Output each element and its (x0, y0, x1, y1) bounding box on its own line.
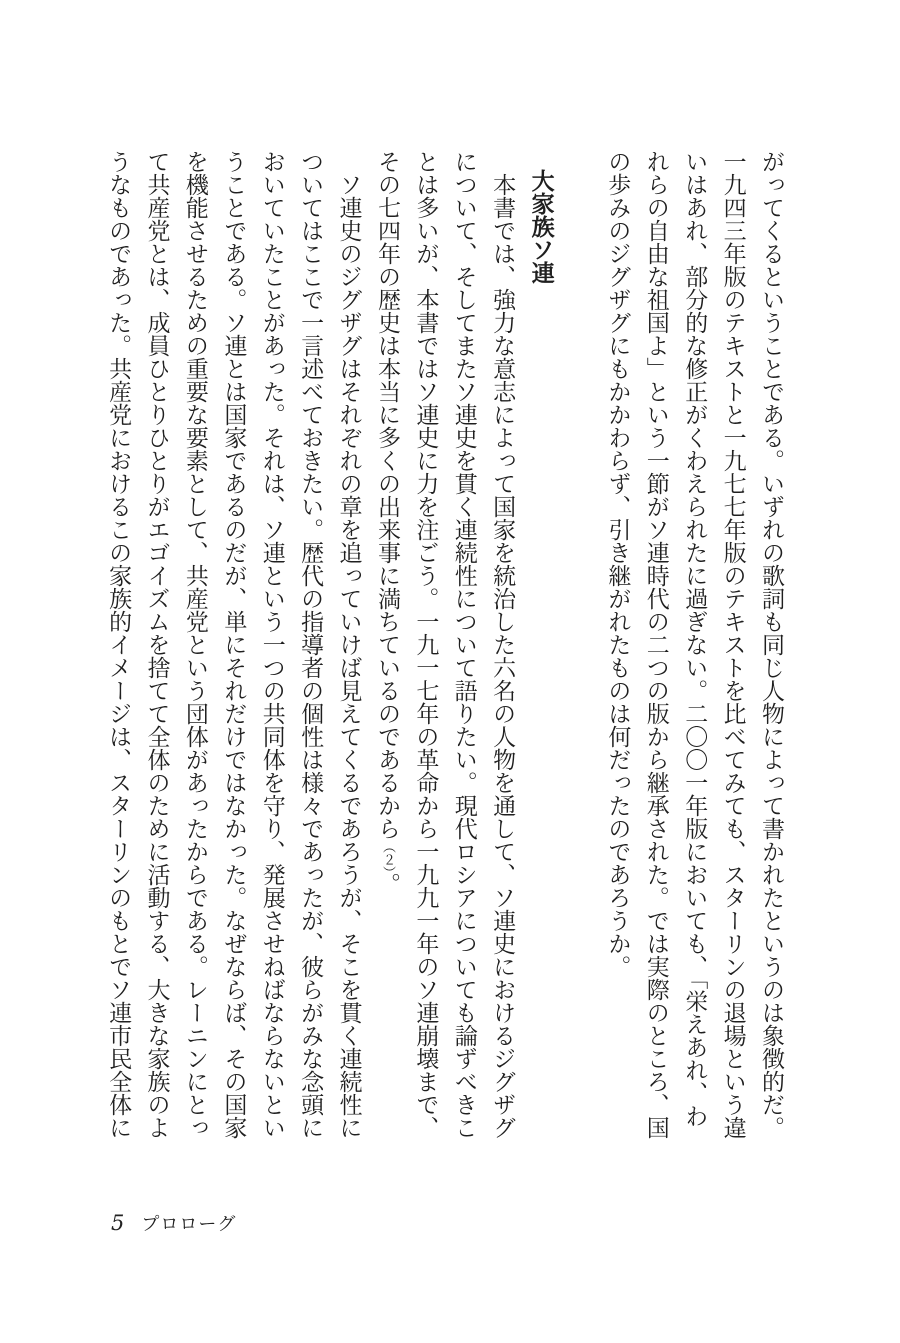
paragraph-family: ソ連史のジグザグはそれぞれの章を追っていけば見えてくるであろうが、そこを貫く連続性についてはここで一言述べておきたい。歴代の指導者の個性は様々であったが、彼らがみな念頭においていたことがあった。それは、ソ連という一つの共同体を守り、発展させねばならないということである。ソ連とは国家であるのだが、単にそれだけではなかった。なぜならば、その国家を機能させるための重要な要素として、共産党という団体があったからである。レーニンにとって共産党とは、成員ひとりひとりがエゴイズムを捨てて全体のために活動する、大きな家族のようなものであった。共産党におけるこの家族的イメージは、スターリンのもとでソ連市民全体に (105, 150, 362, 1139)
page-number: 5 (111, 1211, 125, 1235)
vertical-text-block (99, 150, 790, 1141)
paragraph-continued: がってくるということである。いずれの歌詞も同じ人物によって書かれたというのは象徴的だ。一九四三年版のテキストと一九七七年版のテキストを比べてみても、スターリンの退場という違いはあれ、部分的な修正がくわえられたに過ぎない。二〇〇一年版においても、「栄えあれ、われらの自由な祖国よ」という一節がソ連時代の二つの版から継承された。では実際のところ、国の歩みのジグザグにもかかわらず、引き継がれたものは何だったのであろうか。 (604, 150, 784, 1139)
paragraph-overview-text: 本書では、強力な意志によって国家を統治した六名の人物を通して、ソ連史におけるジグザグについて、そしてまたソ連史を貫く連続性について語りたい。現代ロシアについても論ずべきことは多いが、本書ではソ連史に力を注ごう。一九一七年の革命から一九九一年のソ連崩壊まで、その七四年の歴史は本当に多くの出来事に満ちているのであるから (373, 150, 516, 1139)
running-title: プロローグ (141, 1214, 237, 1235)
paragraph-overview (368, 150, 522, 1141)
page-footer (111, 1210, 236, 1236)
paragraph-overview-period: 。 (373, 872, 400, 896)
footnote-marker: （２） (379, 840, 395, 873)
section-heading: 大家族ソ連 (527, 169, 554, 284)
